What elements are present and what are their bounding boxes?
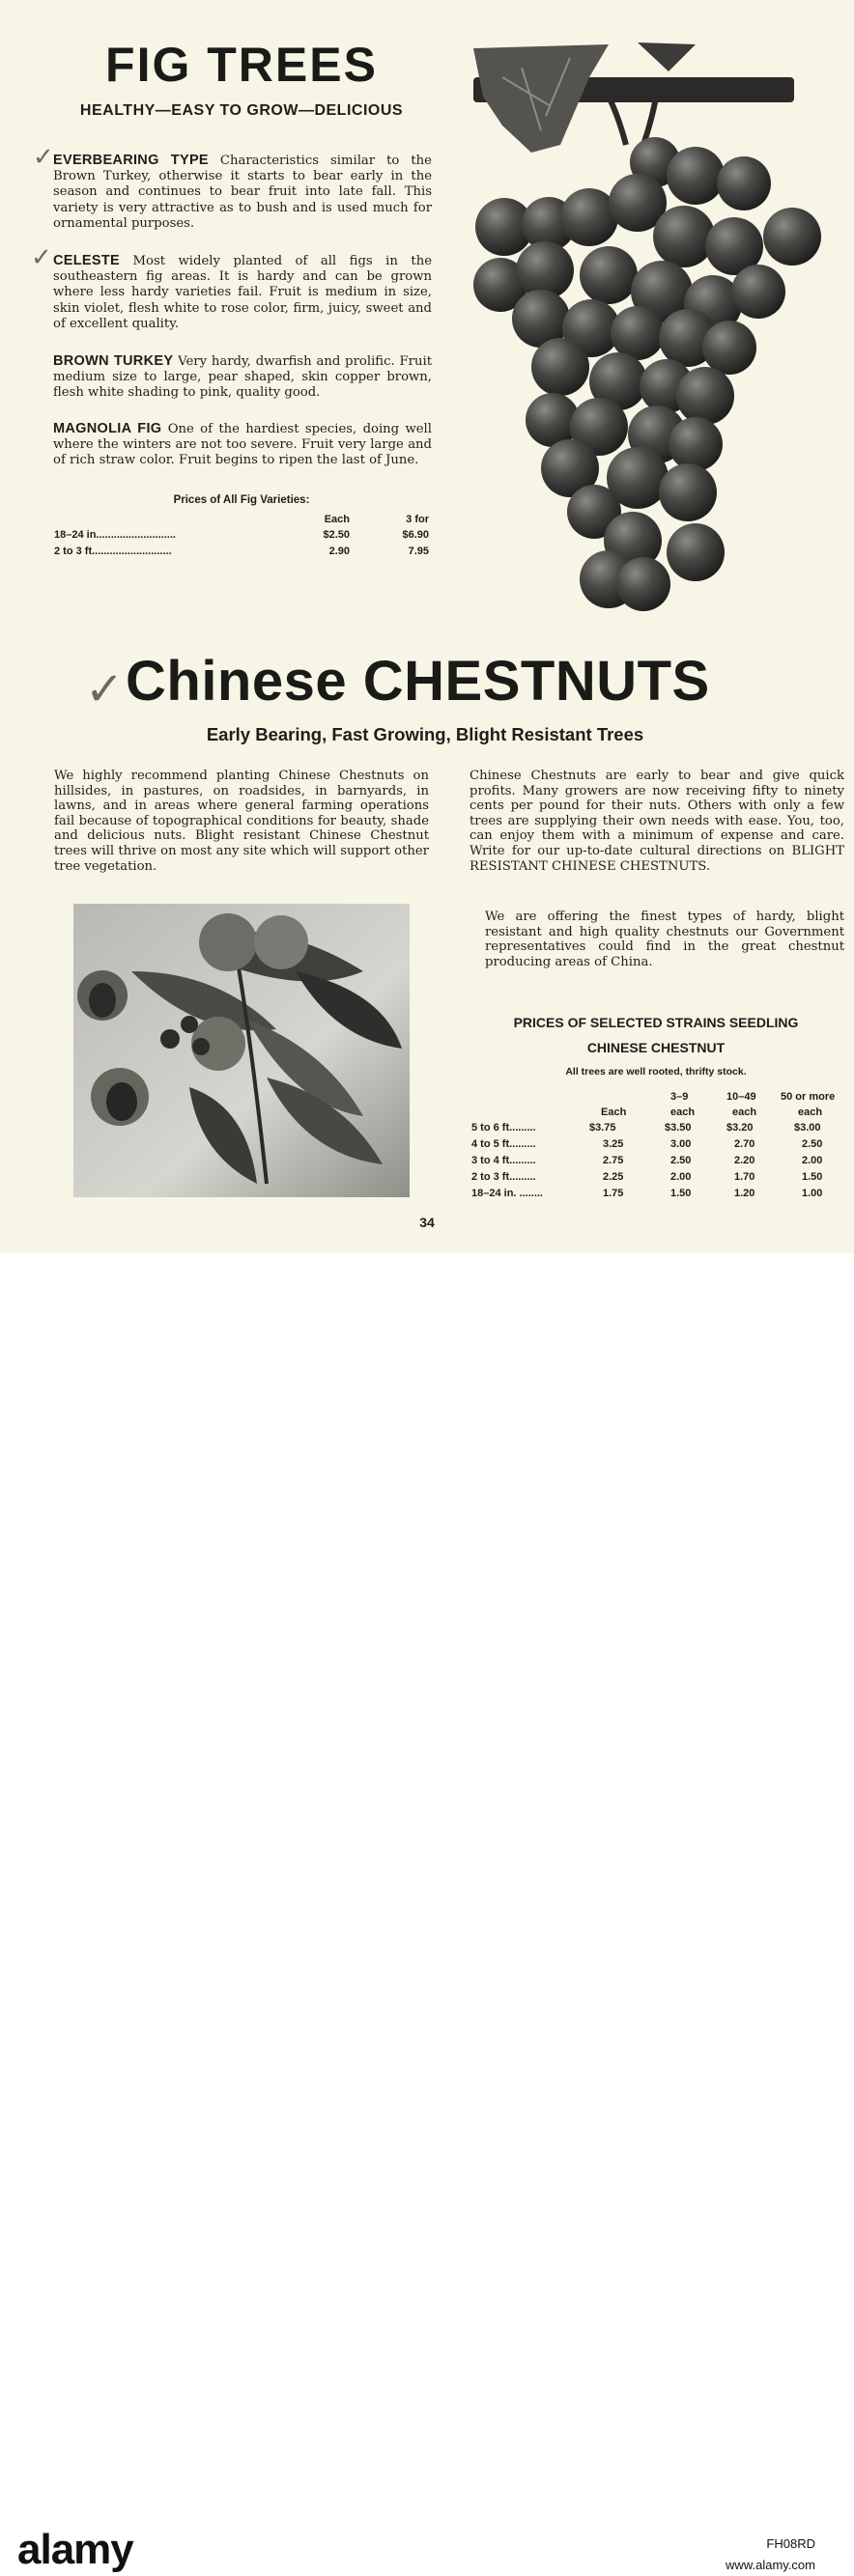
page-number: 34 [419, 1215, 435, 1230]
chestnut-photo [73, 904, 410, 1197]
chestnut-prices-note: All trees are well rooted, thrifty stock. [565, 1066, 747, 1078]
price-three-cell: 7.95 [408, 546, 429, 557]
fig-item-text: Very hardy, dwarfish and prolific. Fruit medium size to large, pear shaped, skin copper brown, flesh white shading to pink, quality good. [53, 354, 433, 401]
fig-item-brown-turkey [53, 353, 432, 402]
fig-item-celeste [53, 253, 432, 332]
size-cell: 4 to 5 ft......... [471, 1138, 536, 1150]
column-header-three-for: 3 for [406, 514, 429, 525]
check-mark-icon: ✓ [85, 662, 125, 716]
fig-item-name: EVERBEARING TYPE [53, 153, 209, 168]
stock-site-url: www.alamy.com [726, 2558, 815, 2572]
price-cell: 3.00 [670, 1138, 692, 1150]
fig-item-text: Most widely planted of all figs in the southeastern fig areas. It is hardy and can be grown where less hardy varieties fail. Fruit is medium in size, skin violet, flesh white to rose color, firm, juicy, sweet and of excellent quality. [53, 254, 432, 331]
price-cell: 2.00 [802, 1155, 823, 1166]
fig-item-text: One of the hardiest species, doing well where the winters are not too severe. Fruit very large and of rich straw color. Fruit begins to ripen the last of June. [53, 422, 432, 468]
catalog-page [0, 0, 854, 1253]
chestnut-paragraph-1: We highly recommend planting Chinese Chestnuts on hillsides, in pastures, on roadsides, in barnyards, in lawns, and in areas where general farming operations fail because of topographical conditions for beauty, shade and delicious nuts. Blight resistant Chinese Chestnut trees will thrive on most any site which will support other tree vegetation. [54, 769, 429, 874]
fig-item-name: MAGNOLIA FIG [53, 421, 162, 436]
column-header-top: 50 or more [781, 1091, 836, 1103]
check-mark-icon: ✓ [31, 243, 52, 272]
chestnut-prices-heading-line-2: CHINESE CHESTNUT [586, 1040, 726, 1055]
column-header-each: each [670, 1106, 696, 1118]
size-cell: 3 to 4 ft......... [471, 1155, 536, 1166]
price-cell: $3.00 [794, 1122, 821, 1134]
price-cell: 1.00 [802, 1188, 823, 1199]
fig-item-everbearing [53, 153, 432, 232]
size-cell: 5 to 6 ft......... [471, 1122, 536, 1134]
watermark-footer [0, 1253, 854, 2573]
price-cell: 2.50 [670, 1155, 692, 1166]
column-header-each: each [732, 1106, 757, 1118]
fig-trees-title: FIG TREES [105, 38, 378, 92]
fig-item-name: BROWN TURKEY [53, 353, 174, 369]
price-cell: 2.20 [734, 1155, 755, 1166]
price-each-cell: $2.50 [323, 529, 350, 541]
chestnut-prices-heading [468, 1010, 844, 1060]
column-header-top: 10–49 [726, 1091, 756, 1103]
fig-trees-subtitle: HEALTHY—EASY TO GROW—DELICIOUS [79, 102, 404, 119]
size-cell: 2 to 3 ft......... [471, 1171, 536, 1183]
size-cell: 18–24 in........................... [54, 529, 176, 541]
column-header-each: Each [601, 1106, 627, 1118]
chestnut-prices-heading-line-1: PRICES OF SELECTED STRAINS SEEDLING [513, 1015, 799, 1030]
column-header-each: each [798, 1106, 823, 1118]
chestnut-paragraph-2: Chinese Chestnuts are early to bear and give quick profits. Many growers are now receiving fifty to ninety cents per pound for their nuts. Others with only a few trees are supplying their own needs with ease. You, too, can enjoy them with a minimum of expense and care. Write for our up-to-date cultural directions on BLIGHT RESISTANT CHINESE CHESTNUTS. [470, 769, 844, 874]
price-cell: 1.50 [670, 1188, 692, 1199]
fig-item-text: Characteristics similar to the Brown Turkey, otherwise it starts to bear early in the season and continues to bear fruit into late fall. This variety is very attractive as to bush and is used much for ornamental purposes. [53, 154, 432, 231]
price-each-cell: 2.90 [328, 546, 350, 557]
column-header-top: 3–9 [670, 1091, 689, 1103]
check-mark-icon: ✓ [33, 143, 54, 172]
price-cell: 1.70 [734, 1171, 755, 1183]
stock-image-info [726, 2534, 815, 2576]
fig-prices-header-row [54, 514, 429, 527]
stock-image-id: FH08RD [766, 2536, 815, 2551]
price-cell: 2.70 [734, 1138, 755, 1150]
fig-prices-heading: Prices of All Fig Varieties: [173, 494, 310, 506]
chestnuts-subtitle: Early Bearing, Fast Growing, Blight Resistant Trees [206, 724, 644, 744]
chestnut-paragraph-3: We are offering the finest types of hardy, blight resistant and high quality chestnuts our Government representatives could find in the great chestnut producing areas of China. [485, 910, 844, 969]
table-row [54, 546, 429, 559]
size-cell: 18–24 in. ........ [471, 1188, 543, 1199]
price-each-cell: 2.25 [603, 1171, 624, 1183]
alamy-logo: alamy [17, 2526, 133, 2573]
table-row [54, 529, 429, 543]
price-cell: $3.20 [726, 1122, 754, 1134]
price-cell: 2.00 [670, 1171, 692, 1183]
fig-item-name: CELESTE [53, 253, 120, 268]
price-cell: 1.50 [802, 1171, 823, 1183]
price-each-cell: $3.75 [589, 1122, 616, 1134]
chestnuts-title: Chinese CHESTNUTS [126, 650, 710, 713]
price-three-cell: $6.90 [402, 529, 429, 541]
fig-item-magnolia [53, 421, 432, 469]
grape-cluster-image [464, 39, 831, 618]
column-header-each: Each [324, 514, 350, 525]
price-each-cell: 3.25 [603, 1138, 624, 1150]
size-cell: 2 to 3 ft........................... [54, 546, 172, 557]
price-each-cell: 1.75 [603, 1188, 624, 1199]
price-cell: $3.50 [665, 1122, 692, 1134]
price-each-cell: 2.75 [603, 1155, 624, 1166]
price-cell: 2.50 [802, 1138, 823, 1150]
price-cell: 1.20 [734, 1188, 755, 1199]
